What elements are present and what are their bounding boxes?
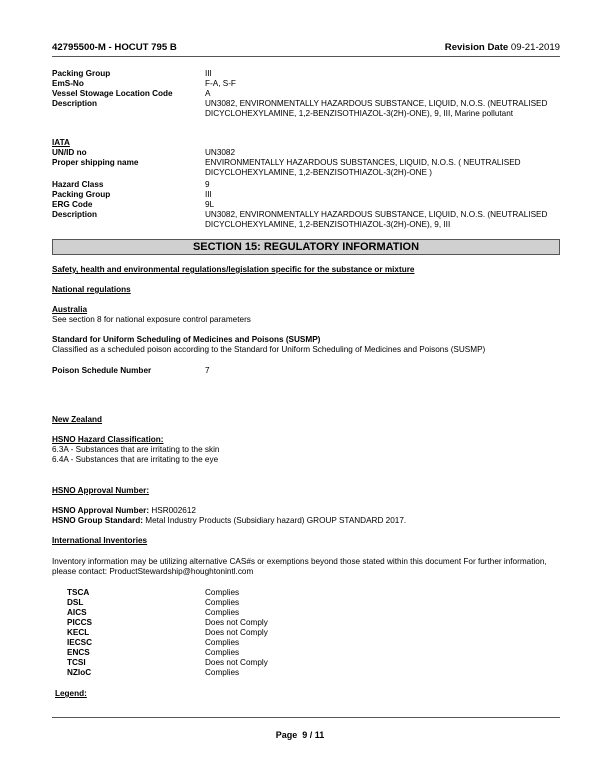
- row-label: Description: [52, 99, 98, 108]
- iata-heading: IATA: [52, 138, 70, 147]
- international-inventories-heading: International Inventories: [52, 536, 148, 545]
- row-value: UN3082: [205, 148, 236, 157]
- inventory-status: Complies: [205, 648, 240, 657]
- legend-heading: Legend:: [55, 689, 87, 698]
- row-value: III: [205, 69, 212, 78]
- hsno-class-line: 6.3A - Substances that are irritating to the skin: [52, 445, 220, 454]
- row-label: Packing Group: [52, 69, 111, 78]
- australia-text: See section 8 for national exposure control parameters: [52, 315, 251, 324]
- row-label: Hazard Class: [52, 180, 104, 189]
- inventory-name: DSL: [67, 598, 84, 607]
- inventory-name: TCSI: [67, 658, 86, 667]
- australia-heading: Australia: [52, 305, 88, 314]
- row-value: 9L: [205, 200, 215, 209]
- row-label: ERG Code: [52, 200, 93, 209]
- hsno-approval-value: HSR002612: [151, 506, 196, 515]
- inventory-status: Complies: [205, 668, 240, 677]
- national-regulations-heading: National regulations: [52, 285, 131, 294]
- revision-date-block: [445, 43, 560, 53]
- revision-date-label: Revision Date: [444, 42, 509, 53]
- page-value: 9 / 11: [302, 730, 325, 740]
- hsno-class-line: 6.4A - Substances that are irritating to the eye: [52, 455, 219, 464]
- row-label: Proper shipping name: [52, 158, 139, 167]
- susmp-text: Classified as a scheduled poison according to the Standard for Uniform Scheduling of Medicines and Poisons (SUSMP): [52, 345, 486, 354]
- new-zealand-heading: New Zealand: [52, 415, 103, 424]
- footer-divider: [52, 717, 560, 718]
- document-product-id: 42795500-M - HOCUT 795 B: [52, 42, 177, 53]
- inventory-name: AICS: [67, 608, 87, 617]
- row-label: EmS-No: [52, 79, 84, 88]
- row-value: A: [205, 89, 211, 98]
- page-label: Page: [275, 730, 298, 740]
- inventory-status: Does not Comply: [205, 618, 268, 627]
- inventory-name: TSCA: [67, 588, 90, 597]
- inventory-name: PICCS: [67, 618, 93, 627]
- hsno-group-value: Metal Industry Products (Subsidiary hazard) GROUP STANDARD 2017.: [145, 516, 407, 525]
- header-divider: [52, 56, 560, 57]
- row-label: Description: [52, 210, 98, 219]
- safety-regulations-heading: Safety, health and environmental regulations/legislation specific for the substance or mixture: [52, 265, 415, 274]
- inventory-status: Does not Comply: [205, 658, 268, 667]
- hsno-classification-heading: HSNO Hazard Classification:: [52, 435, 164, 444]
- row-label: Vessel Stowage Location Code: [52, 89, 173, 98]
- inventory-status: Does not Comply: [205, 628, 268, 637]
- page-number: [0, 730, 600, 740]
- revision-date-value: 09-21-2019: [510, 42, 560, 53]
- inventory-status: Complies: [205, 598, 240, 607]
- row-value: ENVIRONMENTALLY HAZARDOUS SUBSTANCES, LIQUID, N.O.S. ( NEUTRALISED DICYCLOHEXYLAMINE, 1,2-BENZISOTHIAZOL-3(2H)-ONE ): [205, 158, 521, 178]
- susmp-heading: Standard for Uniform Scheduling of Medicines and Poisons (SUSMP): [52, 335, 321, 344]
- hsno-approval-line: [52, 506, 196, 516]
- row-value: 9: [205, 180, 210, 189]
- inventory-status: Complies: [205, 608, 240, 617]
- inventory-name: IECSC: [67, 638, 93, 647]
- inventory-name: ENCS: [67, 648, 90, 657]
- row-value: F-A, S-F: [205, 79, 236, 88]
- inventory-status: Complies: [205, 588, 240, 597]
- section-15-title: SECTION 15: REGULATORY INFORMATION: [52, 239, 560, 255]
- inventories-note: Inventory information may be utilizing alternative CAS#s or exemptions beyond those stated within this document For further information, please contact: ProductStewardship@houghtonintl.com: [52, 557, 547, 577]
- row-label: UN/ID no: [52, 148, 87, 157]
- row-value: UN3082, ENVIRONMENTALLY HAZARDOUS SUBSTANCE, LIQUID, N.O.S. (NEUTRALISED DICYCLOHEXYLAMINE, 1,2-BENZISOTHIAZOL-3(2H)-ONE), 9, III: [205, 210, 548, 230]
- hsno-approval-heading: HSNO Approval Number:: [52, 486, 150, 495]
- row-label: Packing Group: [52, 190, 111, 199]
- hsno-group-line: [52, 516, 406, 526]
- poison-schedule-label: Poison Schedule Number: [52, 366, 152, 375]
- inventory-name: KECL: [67, 628, 90, 637]
- row-value: III: [205, 190, 212, 199]
- hsno-group-label: HSNO Group Standard:: [52, 516, 143, 525]
- inventory-status: Complies: [205, 638, 240, 647]
- hsno-approval-label: HSNO Approval Number:: [52, 506, 150, 515]
- row-value: UN3082, ENVIRONMENTALLY HAZARDOUS SUBSTANCE, LIQUID, N.O.S. (NEUTRALISED DICYCLOHEXYLAMINE, 1,2-BENZISOTHIAZOL-3(2H)-ONE), 9, III, Marine pollutant: [205, 99, 548, 119]
- inventory-name: NZIoC: [67, 668, 92, 677]
- poison-schedule-value: 7: [205, 366, 210, 375]
